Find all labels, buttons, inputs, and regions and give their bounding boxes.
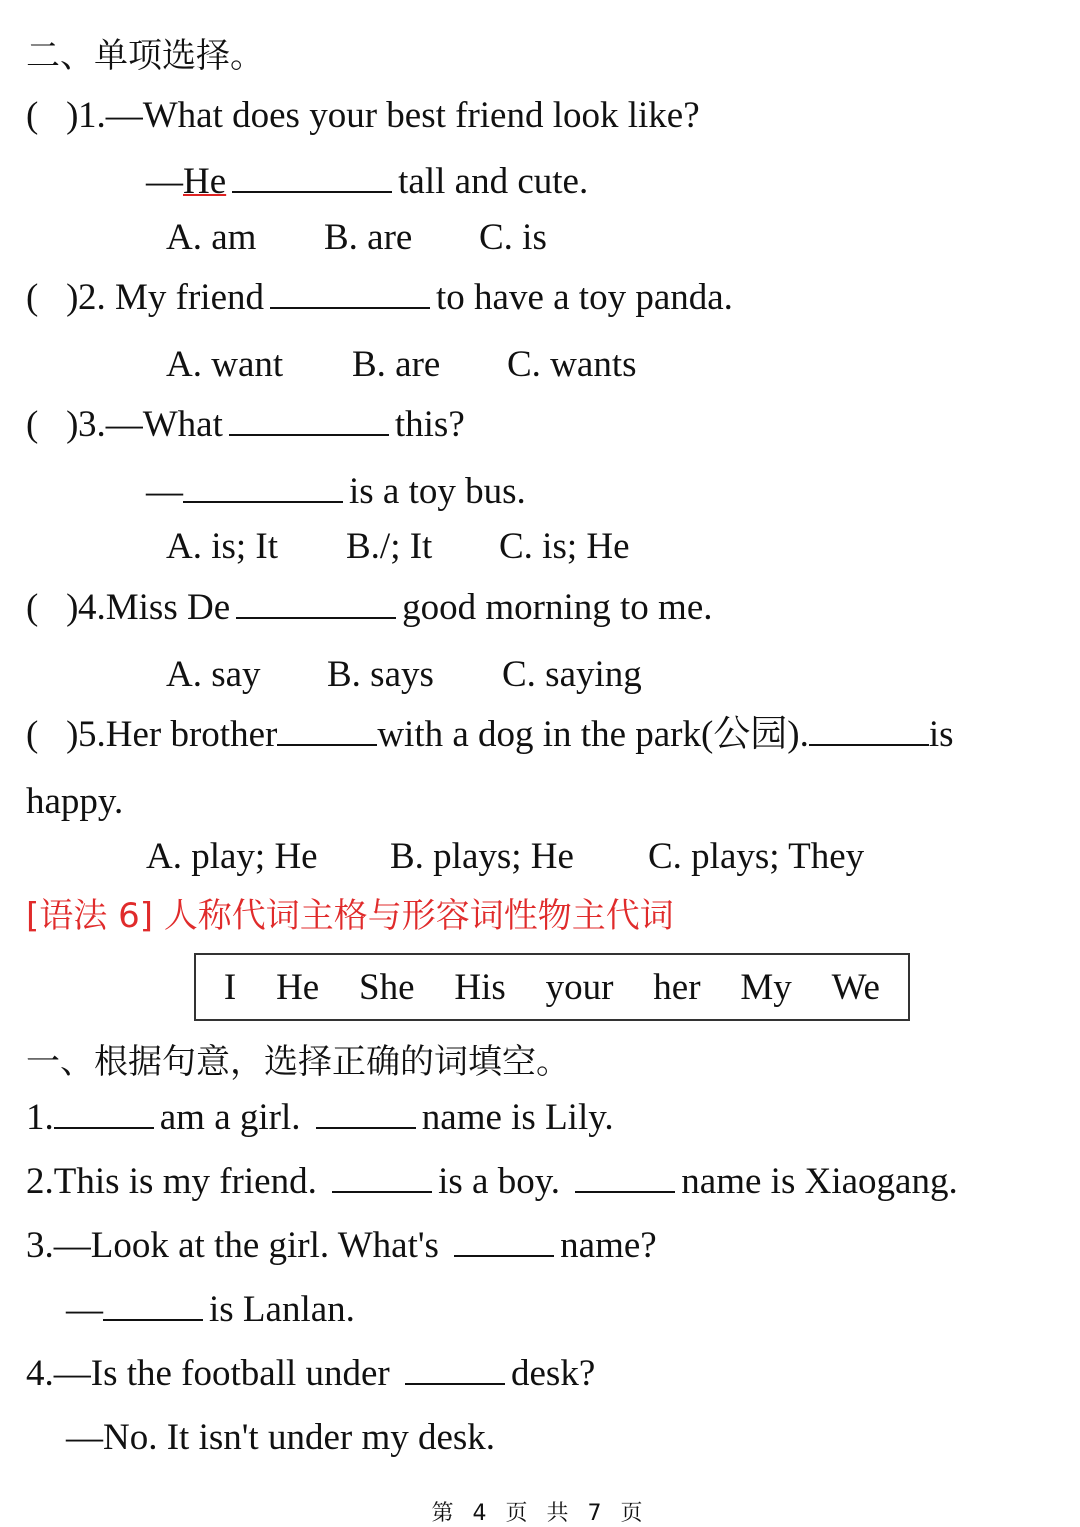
option-a[interactable]: A. want	[166, 344, 284, 385]
question-5-stem-continued: happy.	[26, 781, 124, 822]
question-3-reply: — is a toy bus.	[146, 471, 526, 512]
option-c[interactable]: C. wants	[507, 344, 637, 385]
question-1-stem	[26, 94, 700, 138]
question-number: 1.	[78, 95, 106, 136]
option-a[interactable]: A. is; It	[166, 526, 279, 567]
blank[interactable]	[809, 714, 929, 746]
option-c[interactable]: C. is; He	[499, 526, 630, 567]
blank[interactable]	[405, 1353, 505, 1385]
word-bank-item: My	[740, 966, 792, 1008]
word-bank-item: her	[653, 966, 701, 1008]
word-bank-item: She	[359, 966, 415, 1008]
word-bank-item: We	[831, 966, 880, 1008]
question-5-options	[146, 835, 864, 879]
answer-paren[interactable]: ( )	[26, 587, 79, 628]
blank[interactable]	[277, 714, 377, 746]
grammar-heading: [语法 6] 人称代词主格与形容词性物主代词	[26, 896, 674, 936]
word-bank-item: His	[454, 966, 506, 1008]
fill-question-3: 3.—Look at the girl. What's name?	[26, 1225, 657, 1266]
fill-question-2: 2.This is my friend. is a boy. name is Xiaogang.	[26, 1161, 958, 1202]
section-title-fill-in: 一、根据句意，选择正确的词填空。	[26, 1042, 570, 1082]
option-c[interactable]: C. is	[479, 217, 547, 258]
fill-question-4: 4.—Is the football under desk?	[26, 1353, 596, 1394]
answer-paren[interactable]: ( )	[26, 404, 79, 445]
option-b[interactable]: B. plays; He	[390, 836, 574, 877]
word-bank-item: your	[545, 966, 614, 1008]
option-a[interactable]: A. say	[166, 654, 261, 695]
question-4-options	[166, 653, 642, 697]
blank[interactable]	[229, 404, 389, 436]
option-b[interactable]: B./; It	[346, 526, 433, 567]
answer-paren[interactable]: ( )	[26, 95, 79, 136]
blank[interactable]	[332, 1161, 432, 1193]
blank[interactable]	[454, 1225, 554, 1257]
answer-paren[interactable]: ( )	[26, 277, 79, 318]
blank[interactable]	[183, 471, 343, 503]
blank[interactable]	[316, 1097, 416, 1129]
fill-question-1: 1. am a girl. name is Lily.	[26, 1097, 614, 1138]
question-4-stem: ( )4.Miss De good morning to me.	[26, 587, 713, 628]
word-bank-item: He	[276, 966, 320, 1008]
option-c[interactable]: C. saying	[502, 654, 642, 695]
blank[interactable]	[575, 1161, 675, 1193]
answer-paren[interactable]: ( )	[26, 714, 79, 755]
fill-question-4-reply: —No. It isn't under my desk.	[66, 1417, 496, 1458]
option-b[interactable]: B. are	[352, 344, 441, 385]
word-bank-item: I	[223, 966, 237, 1008]
word-bank	[194, 953, 910, 1021]
fill-question-3-reply: — is Lanlan.	[66, 1289, 355, 1330]
blank[interactable]	[232, 161, 392, 193]
section-title-single-choice: 二、单项选择。	[26, 36, 264, 76]
option-b[interactable]: B. are	[324, 217, 413, 258]
page-number-footer: 第 4 页 共 7 页	[431, 1501, 649, 1526]
question-2-stem: ( )2. My friend to have a toy panda.	[26, 277, 733, 318]
question-1-options	[166, 216, 547, 260]
blank[interactable]	[236, 587, 396, 619]
blank[interactable]	[54, 1097, 154, 1129]
question-text: —What does your best friend look like?	[105, 95, 700, 136]
option-a[interactable]: A. am	[166, 217, 257, 258]
question-3-options	[166, 525, 630, 569]
question-5-stem: ( )5.Her brother with a dog in the park(公园). is	[26, 714, 954, 755]
question-1-reply: —He tall and cute.	[146, 161, 589, 202]
word-he-underlined: He	[183, 161, 227, 202]
question-3-stem: ( )3.—What this?	[26, 404, 465, 445]
question-2-options	[166, 343, 637, 387]
blank[interactable]	[270, 277, 430, 309]
option-a[interactable]: A. play; He	[146, 836, 318, 877]
option-c[interactable]: C. plays; They	[648, 836, 865, 877]
option-b[interactable]: B. says	[327, 654, 434, 695]
blank[interactable]	[103, 1289, 203, 1321]
